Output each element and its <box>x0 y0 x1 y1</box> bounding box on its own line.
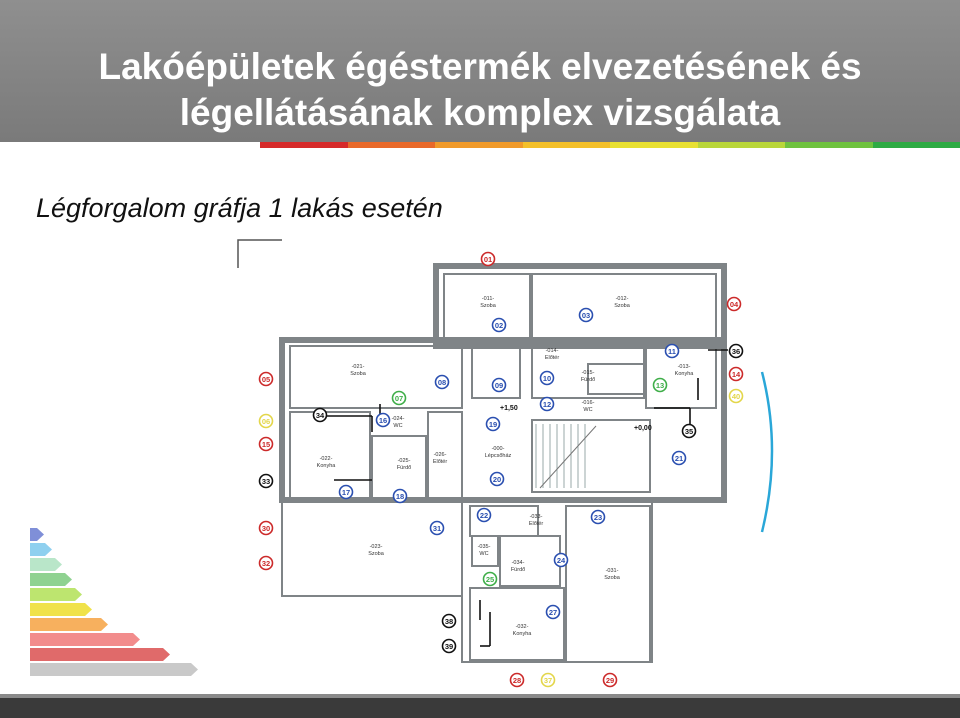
room-code: -000- <box>491 446 505 452</box>
room-name: Szoba <box>368 551 384 557</box>
energy-class-bar <box>30 648 170 661</box>
wall-outline <box>436 266 724 346</box>
airflow-node-label: 13 <box>655 381 665 390</box>
airflow-node-label: 25 <box>485 575 495 584</box>
room-code: -013- <box>677 364 691 370</box>
exterior-air-arc <box>762 372 772 532</box>
room-name: Szoba <box>480 303 496 309</box>
airflow-node-label: 29 <box>605 676 615 685</box>
room-code: -023- <box>369 544 383 550</box>
room-code: -031- <box>605 568 619 574</box>
room-name: Fürdő <box>396 465 412 471</box>
airflow-node-label: 32 <box>261 559 271 568</box>
room-code: -033- <box>529 514 543 520</box>
airflow-node-label: 22 <box>479 511 489 520</box>
room-code: -012- <box>615 296 629 302</box>
airflow-node-label: 07 <box>394 394 404 403</box>
room-code: -035- <box>477 544 491 550</box>
airflow-nodes <box>260 253 743 687</box>
energy-class-bar <box>30 663 198 676</box>
wall-outline <box>646 346 716 408</box>
stair-arrow <box>540 426 596 488</box>
room-code: -025- <box>397 458 411 464</box>
room-name: Fürdő <box>580 377 596 383</box>
airflow-node-label: 28 <box>512 676 522 685</box>
room-code: -026- <box>433 452 447 458</box>
room-code: -015- <box>581 370 595 376</box>
airflow-node-label: 20 <box>492 475 502 484</box>
airflow-node-label: 36 <box>731 347 741 356</box>
wall-outline <box>500 536 560 586</box>
wall-outline <box>588 364 644 394</box>
airflow-node-label: 10 <box>542 374 552 383</box>
airflow-node-label: 03 <box>581 311 591 320</box>
airflow-node-label: 23 <box>593 513 603 522</box>
airflow-node-label: 17 <box>341 488 351 497</box>
room-code: -016- <box>581 400 595 406</box>
level-label: +1,50 <box>500 405 518 412</box>
title-line-2: légellátásának komplex vizsgálata <box>179 92 781 133</box>
energy-class-bar <box>30 588 82 601</box>
airflow-node-label: 04 <box>729 300 739 309</box>
airflow-node-label: 34 <box>315 411 325 420</box>
slide-subtitle: Légforgalom gráfja 1 lakás esetén <box>36 193 443 223</box>
airflow-node-label: 38 <box>444 617 454 626</box>
room-name: Szoba <box>614 303 630 309</box>
airflow-node-label: 35 <box>684 427 694 436</box>
airflow-node-label: 12 <box>542 400 552 409</box>
room-name: Konyha <box>512 631 532 637</box>
airflow-node-label: 31 <box>432 524 442 533</box>
airflow-node-label: 14 <box>731 370 741 379</box>
room-name: Előtér <box>544 355 560 361</box>
airflow-node-label: 21 <box>674 454 684 463</box>
airflow-node-label: 15 <box>261 440 271 449</box>
room-code: -021- <box>351 364 365 370</box>
energy-class-bar <box>30 618 108 631</box>
room-code: -014- <box>545 348 559 354</box>
airflow-node-label: 27 <box>548 608 558 617</box>
room-name: Konyha <box>316 463 336 469</box>
wall-outline <box>290 346 462 408</box>
airflow-node-label: 18 <box>395 492 405 501</box>
wall-outline <box>566 506 650 662</box>
room-code: -024- <box>391 416 405 422</box>
room-code: -022- <box>319 456 333 462</box>
airflow-node-label: 11 <box>668 347 676 356</box>
room-name: Előtér <box>528 521 544 527</box>
airflow-node-label: 08 <box>437 378 447 387</box>
room-name: WC <box>479 551 489 557</box>
room-name: Konyha <box>674 371 694 377</box>
airflow-node-label: 24 <box>556 556 566 565</box>
room-code: -011- <box>481 296 495 302</box>
footer-bar <box>0 698 960 718</box>
energy-class-bar <box>30 573 72 586</box>
level-label: +0,00 <box>634 425 652 432</box>
airflow-node-label: 06 <box>261 417 271 426</box>
room-name: WC <box>393 423 403 429</box>
airflow-node-label: 05 <box>261 375 271 384</box>
energy-class-bar <box>30 603 92 616</box>
room-name: WC <box>583 407 593 413</box>
room-name: Szoba <box>604 575 620 581</box>
title-line-1: Lakóépületek égéstermék elvezetésének és <box>98 46 862 87</box>
airflow-node-label: 39 <box>444 642 454 651</box>
plan-walls <box>238 240 772 662</box>
airflow-node-label: 02 <box>494 321 504 330</box>
room-name: Fürdő <box>510 567 526 573</box>
room-name: Előtér <box>432 459 448 465</box>
airflow-node-label: 19 <box>488 420 498 429</box>
room-name: Lépcsőház <box>484 453 512 459</box>
airflow-node-label: 01 <box>483 255 493 264</box>
airflow-node-label: 09 <box>494 381 504 390</box>
energy-class-bar <box>30 633 140 646</box>
airflow-node-label: 40 <box>731 392 741 401</box>
airflow-node-label: 37 <box>543 676 553 685</box>
room-code: -034- <box>511 560 525 566</box>
room-code: -032- <box>515 624 529 630</box>
airflow-node-label: 16 <box>378 416 388 425</box>
corner-mark <box>238 240 282 268</box>
airflow-node-label: 33 <box>261 477 271 486</box>
room-name: Szoba <box>350 371 366 377</box>
airflow-node-label: 30 <box>261 524 271 533</box>
